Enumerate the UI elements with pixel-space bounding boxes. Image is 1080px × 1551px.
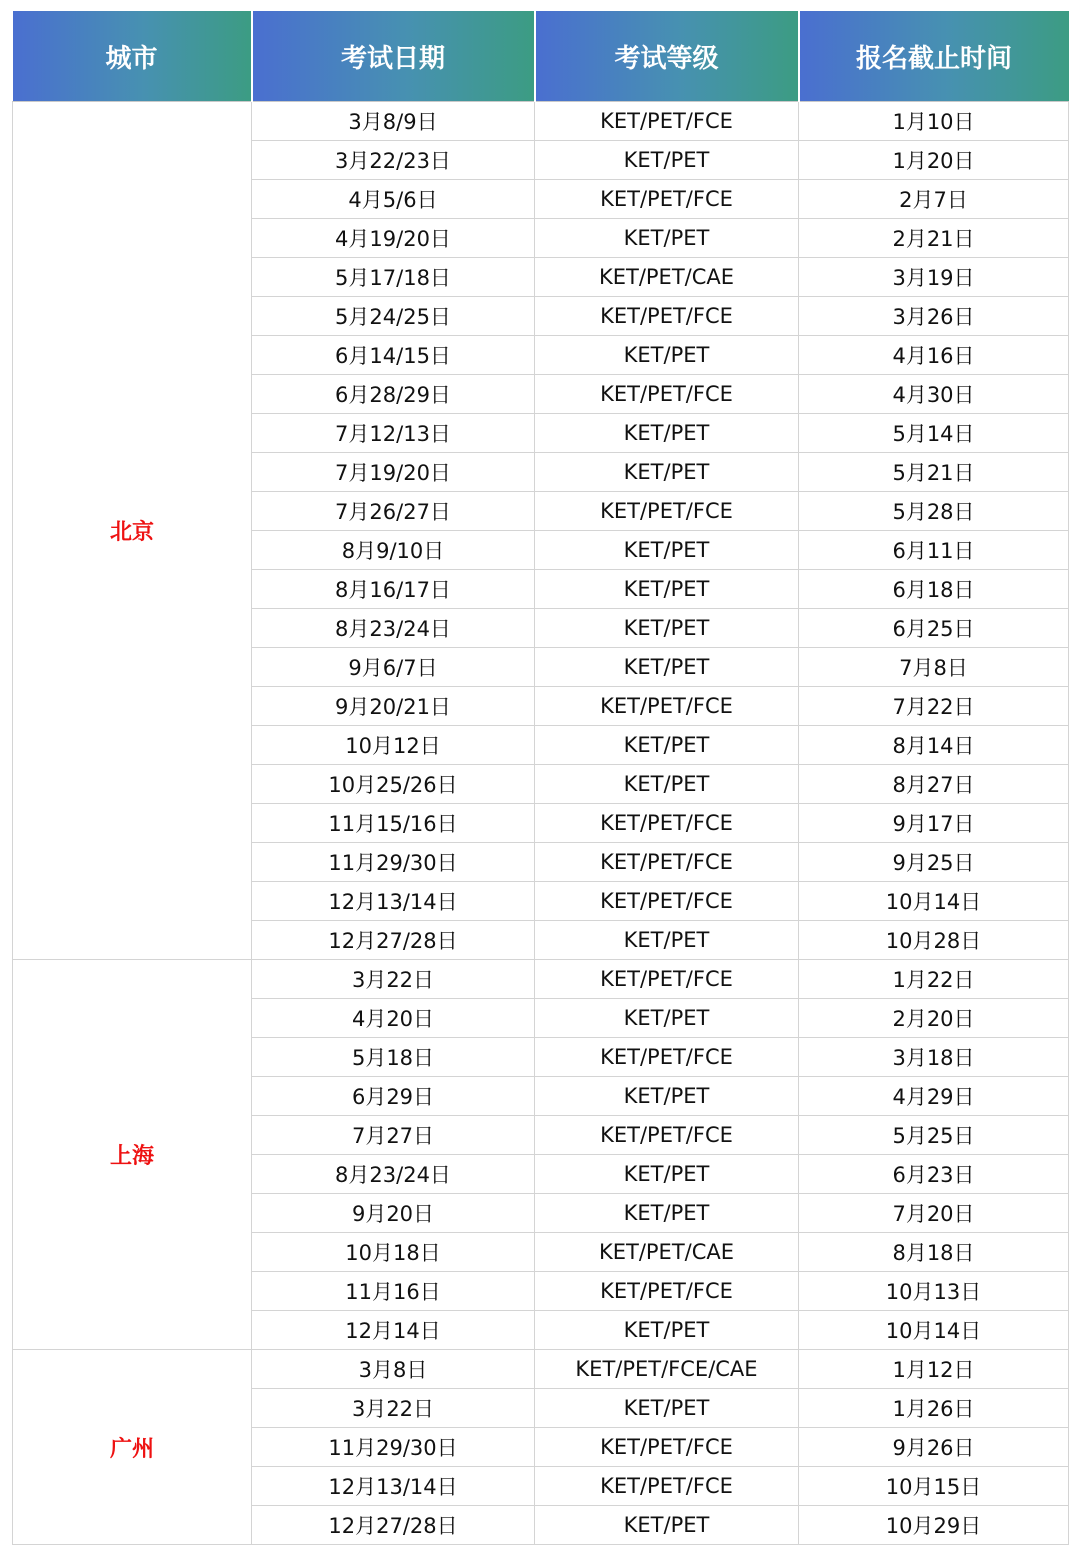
exam-date-cell: 9月20/21日 [252,687,535,726]
exam-schedule-sheet [12,11,1068,1545]
exam-level-cell: KET/PET [535,219,799,258]
city-cell: 北京 [13,102,252,960]
deadline-cell: 4月16日 [799,336,1069,375]
exam-level-cell: KET/PET/FCE [535,180,799,219]
exam-level-cell: KET/PET/CAE [535,1233,799,1272]
deadline-cell: 8月18日 [799,1233,1069,1272]
exam-date-cell: 5月18日 [252,1038,535,1077]
exam-date-cell: 12月13/14日 [252,1467,535,1506]
exam-level-cell: KET/PET/FCE [535,882,799,921]
deadline-cell: 10月14日 [799,882,1069,921]
exam-date-cell: 11月29/30日 [252,1428,535,1467]
exam-date-cell: 3月8日 [252,1350,535,1389]
table-row [13,960,1069,999]
exam-level-cell: KET/PET/FCE [535,1428,799,1467]
exam-level-cell: KET/PET/FCE [535,1116,799,1155]
exam-date-cell: 8月9/10日 [252,531,535,570]
deadline-cell: 5月25日 [799,1116,1069,1155]
exam-date-cell: 11月16日 [252,1272,535,1311]
exam-level-cell: KET/PET [535,336,799,375]
exam-level-cell: KET/PET [535,1311,799,1350]
deadline-cell: 5月21日 [799,453,1069,492]
header-exam-date: 考试日期 [252,11,535,102]
deadline-cell: 9月25日 [799,843,1069,882]
schedule-body [13,102,1069,1545]
deadline-cell: 1月26日 [799,1389,1069,1428]
exam-date-cell: 3月8/9日 [252,102,535,141]
deadline-cell: 7月22日 [799,687,1069,726]
exam-date-cell: 6月28/29日 [252,375,535,414]
deadline-cell: 10月14日 [799,1311,1069,1350]
table-row [13,1350,1069,1389]
city-cell: 上海 [13,960,252,1350]
deadline-cell: 10月13日 [799,1272,1069,1311]
exam-date-cell: 3月22日 [252,1389,535,1428]
exam-date-cell: 12月14日 [252,1311,535,1350]
exam-level-cell: KET/PET [535,1389,799,1428]
header-row [13,11,1069,102]
exam-level-cell: KET/PET/FCE [535,375,799,414]
deadline-cell: 7月20日 [799,1194,1069,1233]
deadline-cell: 9月17日 [799,804,1069,843]
exam-date-cell: 5月24/25日 [252,297,535,336]
deadline-cell: 2月7日 [799,180,1069,219]
deadline-cell: 8月14日 [799,726,1069,765]
exam-level-cell: KET/PET [535,453,799,492]
exam-level-cell: KET/PET/FCE [535,1038,799,1077]
exam-date-cell: 9月6/7日 [252,648,535,687]
deadline-cell: 1月22日 [799,960,1069,999]
exam-date-cell: 7月12/13日 [252,414,535,453]
deadline-cell: 8月27日 [799,765,1069,804]
exam-level-cell: KET/PET [535,648,799,687]
exam-date-cell: 7月26/27日 [252,492,535,531]
exam-date-cell: 7月27日 [252,1116,535,1155]
exam-level-cell: KET/PET/CAE [535,258,799,297]
exam-date-cell: 6月14/15日 [252,336,535,375]
deadline-cell: 4月29日 [799,1077,1069,1116]
deadline-cell: 5月28日 [799,492,1069,531]
exam-date-cell: 10月25/26日 [252,765,535,804]
exam-level-cell: KET/PET [535,1155,799,1194]
deadline-cell: 6月25日 [799,609,1069,648]
exam-level-cell: KET/PET/FCE [535,297,799,336]
city-cell: 广州 [13,1350,252,1545]
exam-level-cell: KET/PET [535,531,799,570]
exam-date-cell: 10月12日 [252,726,535,765]
exam-date-cell: 11月29/30日 [252,843,535,882]
exam-date-cell: 3月22日 [252,960,535,999]
exam-level-cell: KET/PET/FCE [535,843,799,882]
exam-level-cell: KET/PET/FCE/CAE [535,1350,799,1389]
exam-date-cell: 10月18日 [252,1233,535,1272]
exam-date-cell: 7月19/20日 [252,453,535,492]
exam-date-cell: 8月16/17日 [252,570,535,609]
exam-level-cell: KET/PET [535,1506,799,1545]
header-exam-level: 考试等级 [535,11,799,102]
exam-schedule-table [12,11,1069,1545]
exam-level-cell: KET/PET/FCE [535,960,799,999]
deadline-cell: 3月26日 [799,297,1069,336]
exam-level-cell: KET/PET/FCE [535,687,799,726]
deadline-cell: 3月18日 [799,1038,1069,1077]
deadline-cell: 10月29日 [799,1506,1069,1545]
header-registration-deadline: 报名截止时间 [799,11,1069,102]
exam-date-cell: 11月15/16日 [252,804,535,843]
exam-date-cell: 8月23/24日 [252,1155,535,1194]
exam-date-cell: 12月27/28日 [252,921,535,960]
exam-date-cell: 4月19/20日 [252,219,535,258]
exam-date-cell: 12月13/14日 [252,882,535,921]
exam-level-cell: KET/PET/FCE [535,804,799,843]
deadline-cell: 10月28日 [799,921,1069,960]
exam-date-cell: 9月20日 [252,1194,535,1233]
exam-level-cell: KET/PET/FCE [535,102,799,141]
table-row [13,102,1069,141]
deadline-cell: 2月21日 [799,219,1069,258]
deadline-cell: 2月20日 [799,999,1069,1038]
deadline-cell: 5月14日 [799,414,1069,453]
exam-date-cell: 4月5/6日 [252,180,535,219]
deadline-cell: 6月23日 [799,1155,1069,1194]
exam-level-cell: KET/PET [535,414,799,453]
exam-level-cell: KET/PET [535,1077,799,1116]
exam-level-cell: KET/PET [535,999,799,1038]
exam-level-cell: KET/PET [535,141,799,180]
exam-level-cell: KET/PET [535,726,799,765]
exam-date-cell: 5月17/18日 [252,258,535,297]
deadline-cell: 1月10日 [799,102,1069,141]
exam-date-cell: 4月20日 [252,999,535,1038]
exam-level-cell: KET/PET [535,765,799,804]
exam-level-cell: KET/PET [535,609,799,648]
deadline-cell: 6月11日 [799,531,1069,570]
exam-level-cell: KET/PET/FCE [535,1467,799,1506]
exam-level-cell: KET/PET [535,570,799,609]
deadline-cell: 7月8日 [799,648,1069,687]
header-city: 城市 [13,11,252,102]
exam-date-cell: 8月23/24日 [252,609,535,648]
deadline-cell: 9月26日 [799,1428,1069,1467]
exam-level-cell: KET/PET/FCE [535,492,799,531]
exam-level-cell: KET/PET [535,1194,799,1233]
deadline-cell: 1月20日 [799,141,1069,180]
deadline-cell: 10月15日 [799,1467,1069,1506]
deadline-cell: 4月30日 [799,375,1069,414]
exam-date-cell: 12月27/28日 [252,1506,535,1545]
deadline-cell: 6月18日 [799,570,1069,609]
exam-level-cell: KET/PET [535,921,799,960]
deadline-cell: 3月19日 [799,258,1069,297]
exam-date-cell: 6月29日 [252,1077,535,1116]
deadline-cell: 1月12日 [799,1350,1069,1389]
exam-date-cell: 3月22/23日 [252,141,535,180]
exam-level-cell: KET/PET/FCE [535,1272,799,1311]
